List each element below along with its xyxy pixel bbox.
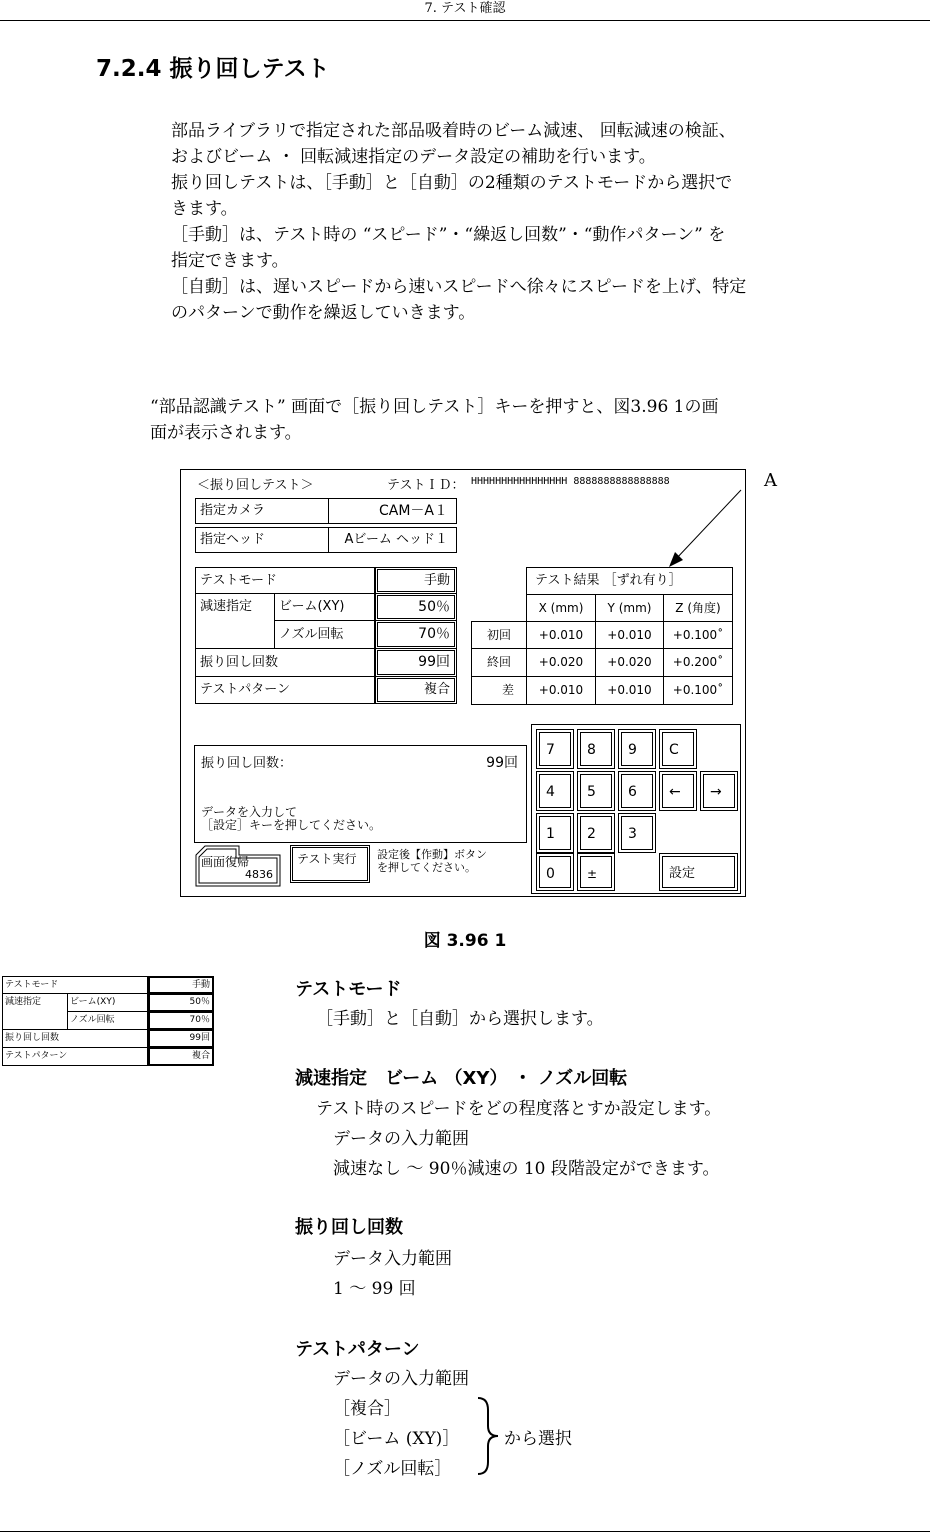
restore-button-number: 4836 [245, 868, 273, 881]
key-3[interactable]: 3 [618, 813, 656, 853]
input-message-line: ［設定］キーを押してください。 [201, 818, 382, 832]
count-label: 振り回し回数 [195, 648, 375, 677]
mini-mode-label: テストモード [2, 976, 148, 994]
mini-settings-table [2, 976, 216, 1086]
intro-line: ［手動］は、テスト時の “スピード”・“繰返し回数”・“動作パターン” を [171, 225, 726, 245]
run-hint [377, 848, 487, 874]
results-title: テスト結果 ［ずれ有り］ [526, 567, 733, 595]
mini-decel-label: 減速指定 [2, 993, 68, 1030]
decel-text: データの入力範囲 [333, 1129, 469, 1149]
run-hint-line: を押してください。 [377, 861, 476, 874]
results-cell: +0.010 [595, 676, 664, 705]
figure-caption: 図 3.96 1 [423, 931, 507, 951]
test-id-label: テストＩＤ： [387, 478, 465, 493]
camera-label: 指定カメラ [195, 498, 329, 524]
decel-text: テスト時のスピードをどの程度落とすか設定します。 [316, 1099, 722, 1119]
brace-icon [474, 1396, 502, 1476]
swing-test-screen [180, 469, 746, 897]
results-header-z: Z (角度) [663, 594, 733, 622]
key-9[interactable]: 9 [618, 729, 656, 769]
nozzle-value[interactable]: 70％ [375, 620, 457, 649]
results-cell: +0.020 [526, 648, 596, 677]
results-row-label: 終回 [471, 648, 527, 677]
run-hint-line: 設定後【作動】ボタン [377, 848, 487, 861]
count-text: 1 ～ 99 回 [333, 1279, 416, 1299]
pattern-option: ［複合］ [333, 1399, 401, 1419]
intro-line: きます。 [171, 199, 238, 219]
mini-pattern-label: テストパターン [2, 1047, 148, 1066]
mini-nozzle-value: 70％ [148, 1011, 214, 1030]
mode-value[interactable]: 手動 [375, 567, 457, 594]
pattern-choose-text: から選択 [504, 1429, 572, 1449]
chapter-header: 7. テスト確認 [424, 1, 506, 16]
screen-title: ＜振り回しテスト＞ [197, 478, 314, 493]
results-cell: +0.100˚ [663, 621, 733, 649]
input-label: 振り回し回数： [201, 756, 293, 771]
callout-label: A [764, 470, 777, 491]
mode-text: ［手動］と［自動］から選択します。 [316, 1009, 604, 1029]
intro-line: およびビーム ・ 回転減速指定のデータ設定の補助を行います。 [171, 147, 656, 167]
decel-text: 減速なし ～ 90％減速の 10 段階設定ができます。 [333, 1159, 720, 1179]
key-8[interactable]: 8 [577, 729, 615, 769]
key-6[interactable]: 6 [618, 771, 656, 811]
lead-line: “部品認識テスト” 画面で［振り回しテスト］キーを押すと、図3.96 1の画 [150, 397, 719, 417]
results-cell: +0.010 [595, 621, 664, 649]
count-heading: 振り回し回数 [295, 1217, 403, 1238]
results-cell: +0.020 [595, 648, 664, 677]
key-left-arrow[interactable]: ← [659, 771, 697, 811]
nozzle-label: ノズル回転 [274, 620, 375, 649]
decel-label: 減速指定 [195, 593, 275, 649]
beam-label: ビーム(XY) [274, 593, 375, 621]
intro-line: 振り回しテストは、［手動］と［自動］の2種類のテストモードから選択で [171, 173, 733, 193]
intro-line: 指定できます。 [171, 251, 289, 271]
section-title: 7.2.4 振り回しテスト [96, 56, 330, 82]
results-cell: +0.010 [526, 676, 596, 705]
key-right-arrow[interactable]: → [700, 771, 738, 811]
pattern-label: テストパターン [195, 676, 375, 704]
key-2[interactable]: 2 [577, 813, 615, 853]
intro-line: 部品ライブラリで指定された部品吸着時のビーム減速、 回転減速の検証、 [171, 121, 736, 141]
head-value: Aビーム ヘッド１ [328, 527, 457, 553]
input-panel [194, 745, 527, 843]
results-header-x: X (mm) [526, 594, 596, 622]
key-5[interactable]: 5 [577, 771, 615, 811]
keypad [531, 724, 741, 894]
mini-count-label: 振り回し回数 [2, 1029, 148, 1048]
footer-rule [0, 1531, 930, 1532]
beam-value[interactable]: 50％ [375, 593, 457, 621]
run-test-button[interactable]: テスト実行 [290, 845, 370, 883]
pattern-option: ［ノズル回転］ [333, 1459, 452, 1479]
key-7[interactable]: 7 [536, 729, 574, 769]
mini-beam-label: ビーム(XY) [67, 993, 148, 1012]
pattern-text: データの入力範囲 [333, 1369, 469, 1389]
key-0[interactable]: 0 [536, 853, 574, 891]
results-cell: +0.010 [526, 621, 596, 649]
results-cell: +0.100˚ [663, 676, 733, 705]
mini-count-value: 99回 [148, 1029, 214, 1048]
mode-heading: テストモード [295, 979, 402, 1000]
intro-paragraph [171, 118, 746, 326]
head-label: 指定ヘッド [195, 527, 329, 553]
key-c[interactable]: C [659, 729, 697, 769]
intro-line: のパターンで動作を繰返していきます。 [171, 303, 476, 323]
restore-button[interactable] [195, 845, 281, 887]
pattern-heading: テストパターン [295, 1339, 420, 1360]
key-set[interactable]: 設定 [659, 853, 738, 891]
camera-value: CAM－A１ [328, 498, 457, 524]
mode-label: テストモード [195, 567, 375, 594]
results-cell: +0.200˚ [663, 648, 733, 677]
intro-line: ［自動］は、遅いスピードから速いスピードへ徐々にスピードを上げ、特定 [171, 277, 747, 297]
count-text: データ入力範囲 [333, 1249, 452, 1269]
mini-beam-value: 50％ [148, 993, 214, 1012]
mini-pattern-value: 複合 [148, 1047, 214, 1066]
mini-mode-value: 手動 [148, 976, 214, 994]
pattern-value[interactable]: 複合 [375, 676, 457, 704]
decel-heading: 減速指定 ビーム （XY） ・ ノズル回転 [295, 1068, 628, 1089]
key-1[interactable]: 1 [536, 813, 574, 853]
input-value[interactable]: 99回 [486, 755, 518, 771]
results-header-y: Y (mm) [595, 594, 664, 622]
pattern-option: ［ビーム (XY)］ [333, 1429, 460, 1449]
callout-arrow [661, 470, 747, 570]
input-message-line: データを入力して [201, 805, 298, 819]
test-id-value: HHHHHHHHHHHHHHHH 8888888888888888 [471, 476, 670, 487]
results-row-label: 差 [471, 676, 527, 705]
input-message [201, 806, 381, 832]
key-plus-minus[interactable]: ± [577, 853, 615, 891]
results-row-label: 初回 [471, 621, 527, 649]
header-rule [0, 20, 930, 21]
mini-nozzle-label: ノズル回転 [67, 1011, 148, 1030]
restore-button-label: 画面復帰 [201, 855, 250, 869]
lead-line: 面が表示されます。 [150, 423, 302, 443]
lead-paragraph [150, 394, 719, 446]
count-value[interactable]: 99回 [375, 648, 457, 677]
key-4[interactable]: 4 [536, 771, 574, 811]
